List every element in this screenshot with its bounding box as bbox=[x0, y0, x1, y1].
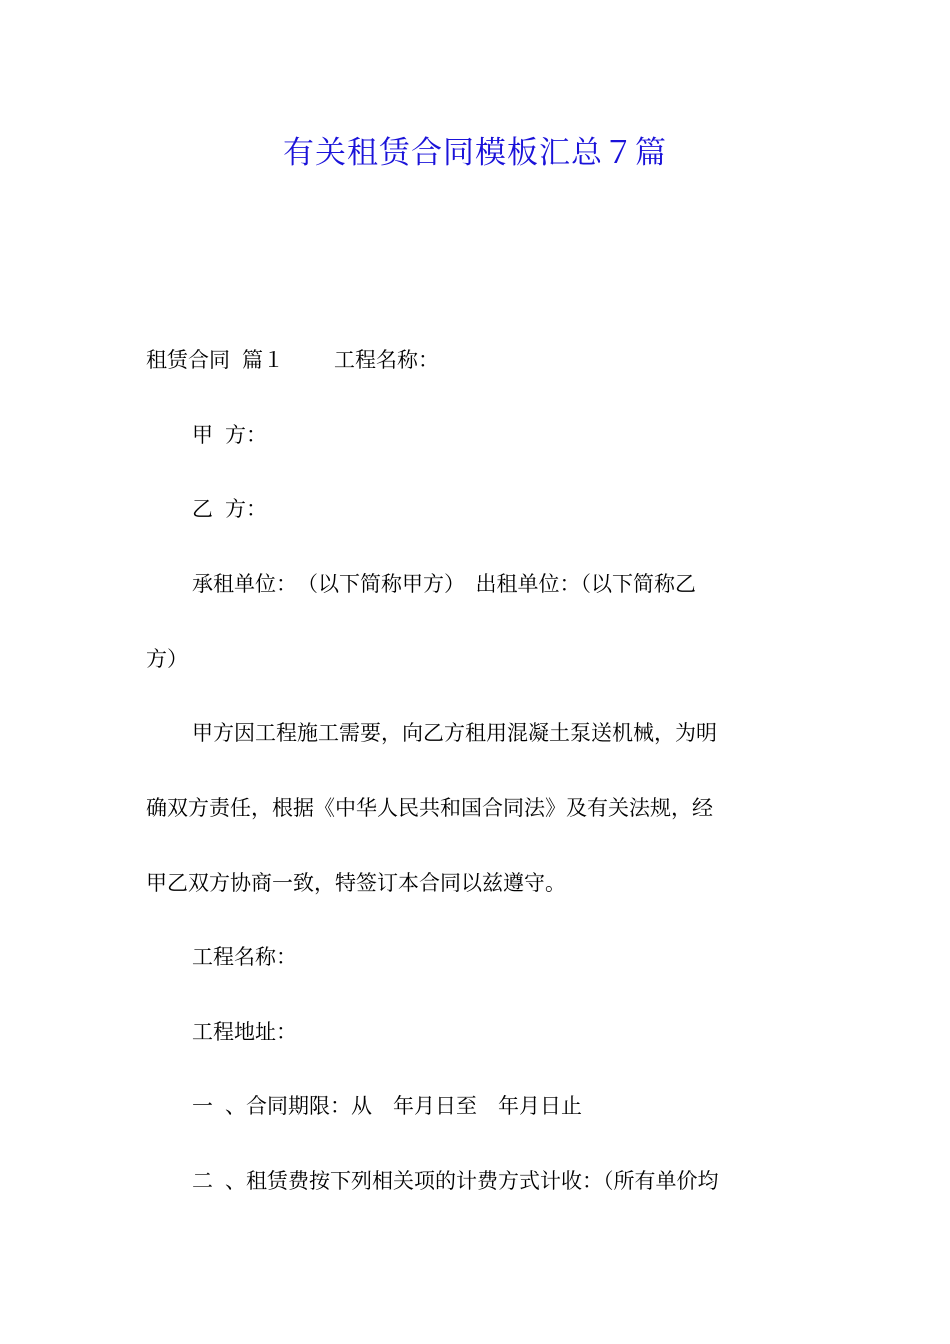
project-name-line: 工程名称： bbox=[192, 945, 297, 969]
document-title: 有关租赁合同模板汇总７篇 bbox=[283, 135, 667, 171]
party-a-line bbox=[192, 420, 816, 450]
party-b-line bbox=[192, 494, 816, 524]
clause-2-text: 、租赁费按下列相关项的计费方式计收：（所有单价均 bbox=[225, 1169, 719, 1193]
party-b-suffix: 方： bbox=[225, 497, 267, 521]
clause-2-number: 二 bbox=[192, 1169, 213, 1193]
clause-2 bbox=[192, 1166, 816, 1196]
paragraph-line: 甲方因工程施工需要，向乙方租用混凝土泵送机械，为明 bbox=[192, 721, 717, 745]
project-name-label: 工程名称： bbox=[334, 348, 439, 372]
party-a-label: 甲 bbox=[192, 423, 213, 447]
paragraph-line: 甲乙双方协商一致，特签订本合同以兹遵守。 bbox=[146, 871, 566, 895]
project-address-line: 工程地址： bbox=[192, 1020, 297, 1044]
contract-header-line bbox=[146, 345, 816, 375]
clause-1 bbox=[192, 1091, 816, 1121]
party-a-suffix: 方： bbox=[225, 423, 267, 447]
lessee-lessor-line-cont: 方） bbox=[146, 647, 188, 671]
chapter-label: 篇１ bbox=[242, 348, 284, 372]
clause-1-text: 、合同期限：从 年月日至 年月日止 bbox=[225, 1094, 582, 1118]
contract-label: 租赁合同 bbox=[146, 348, 230, 372]
lessee-lessor-line: 承租单位： （以下简称甲方） 出租单位：（以下简称乙 bbox=[192, 572, 696, 596]
party-b-label: 乙 bbox=[192, 497, 213, 521]
clause-1-number: 一 bbox=[192, 1094, 213, 1118]
paragraph-line: 确双方责任，根据《中华人民共和国合同法》及有关法规，经 bbox=[146, 796, 713, 820]
